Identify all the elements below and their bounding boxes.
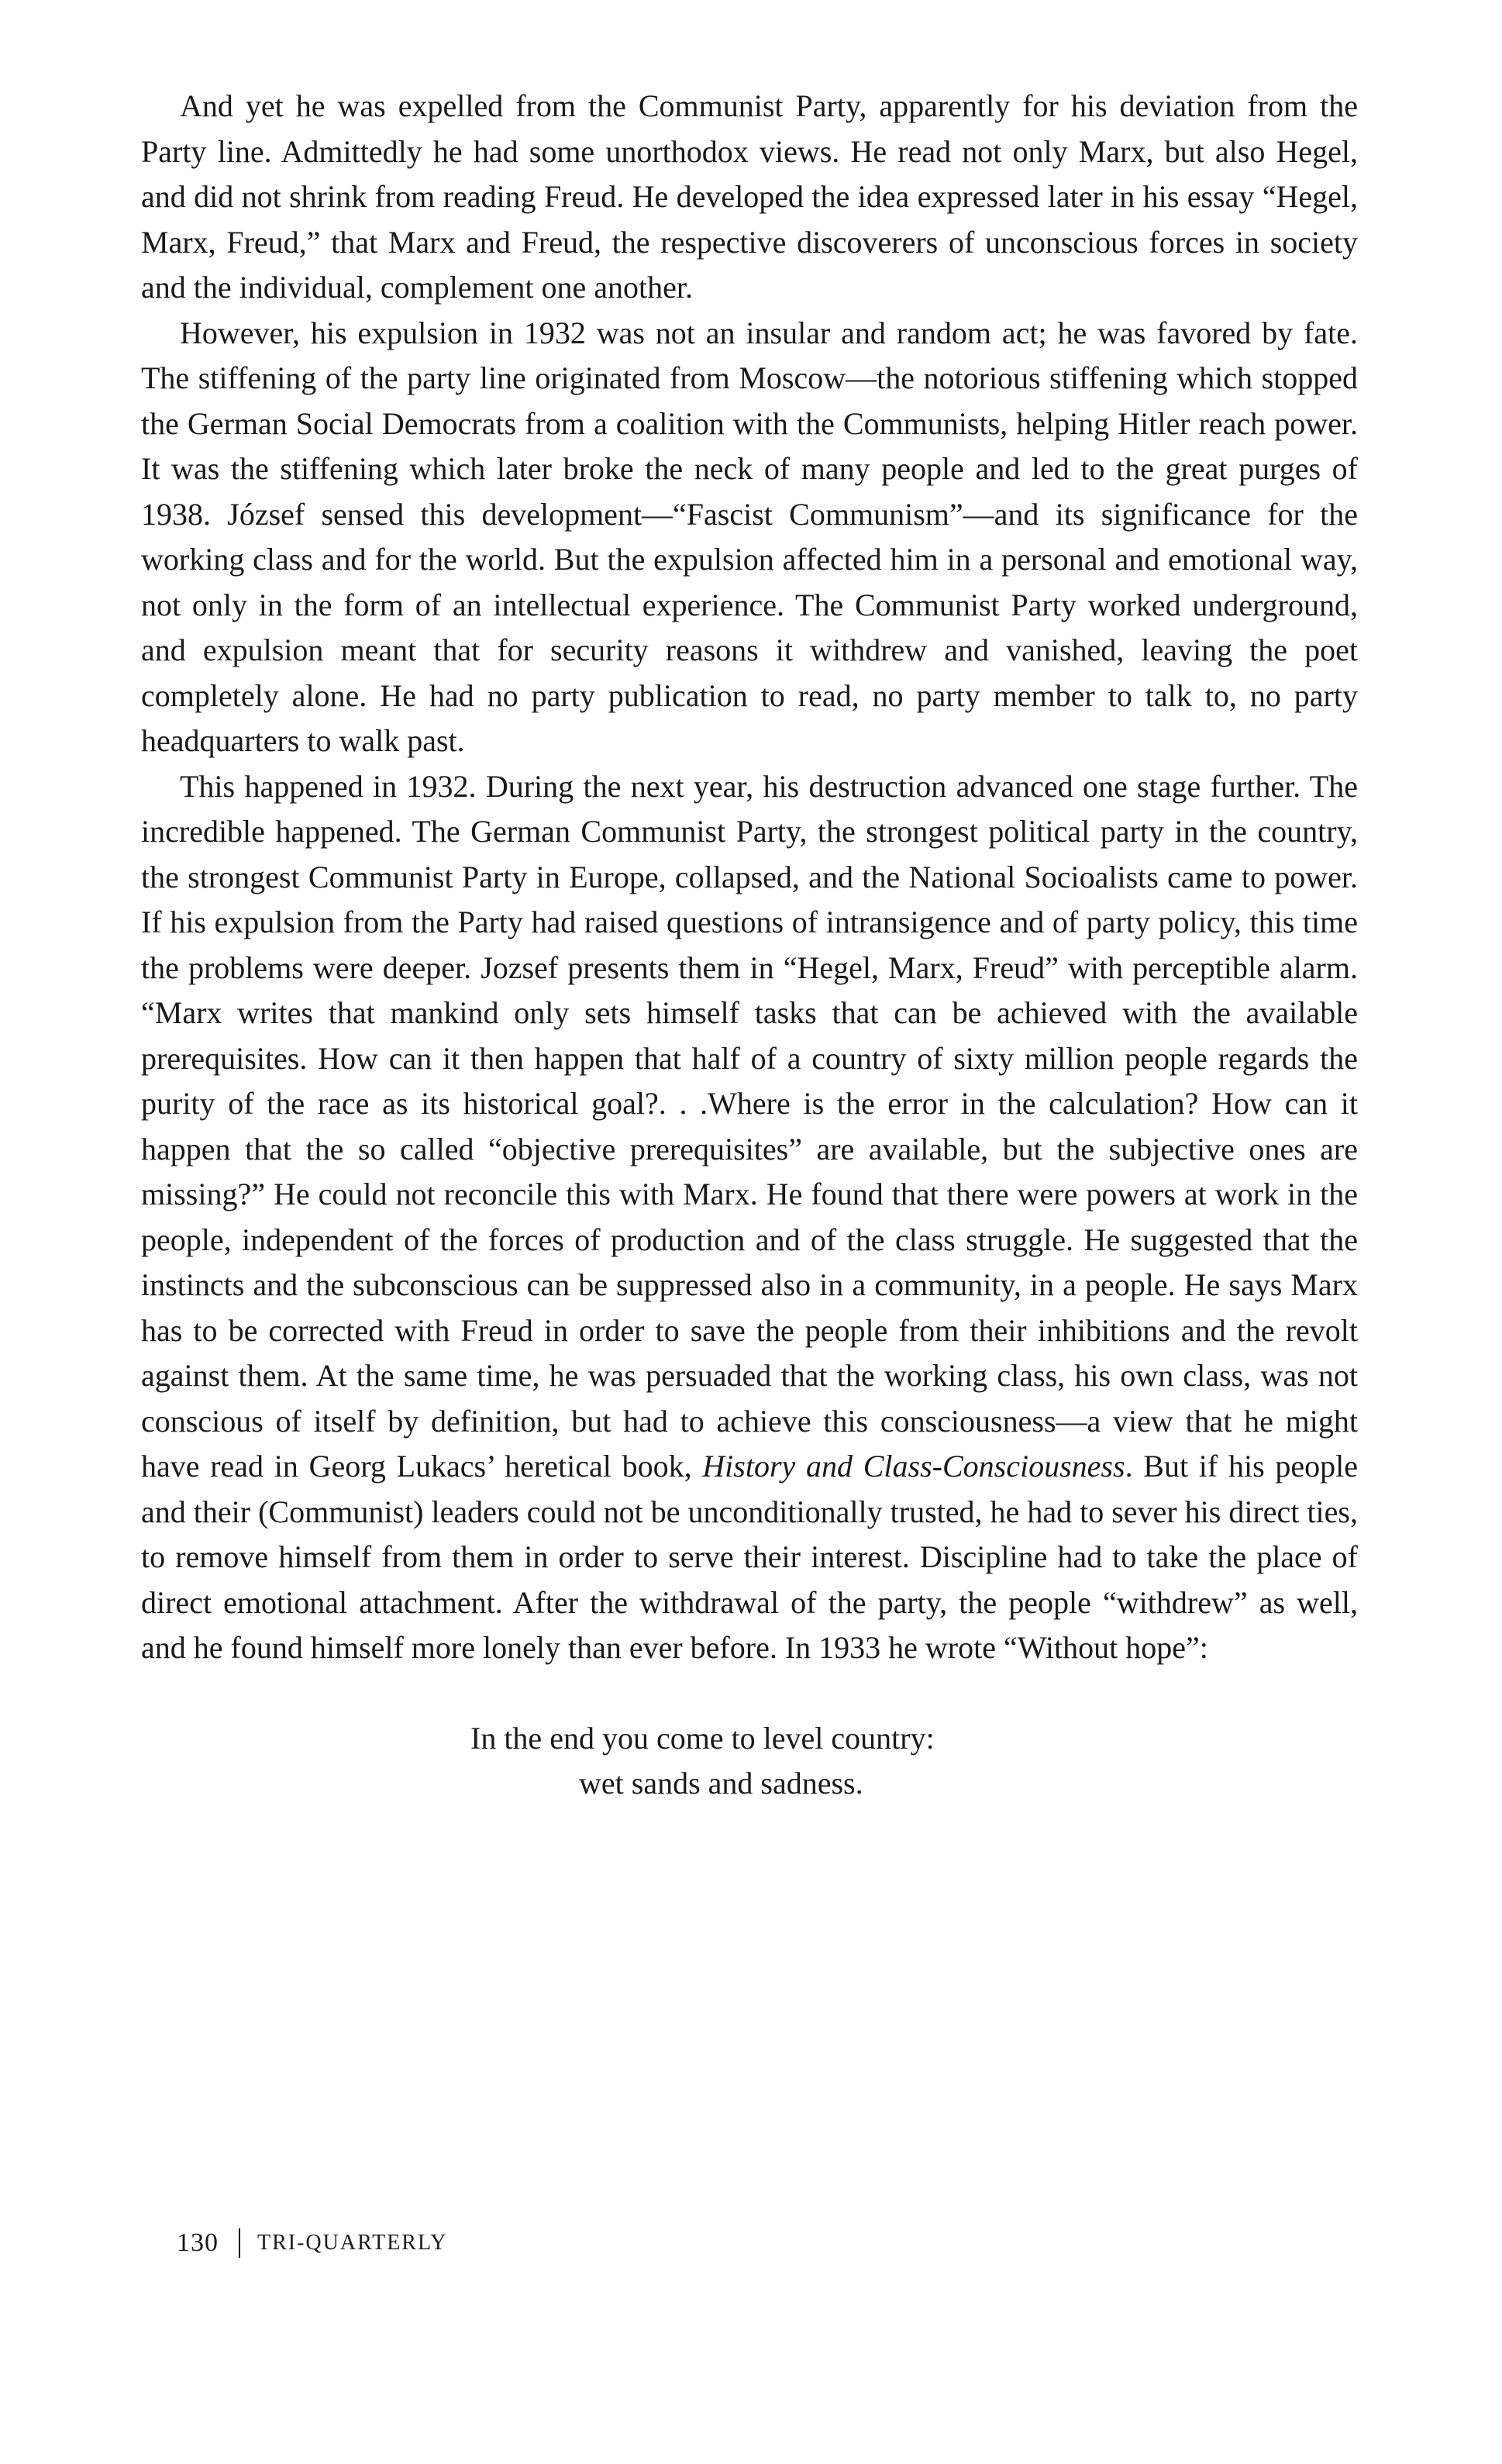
page-footer [177, 2228, 448, 2258]
poem-line-2: wet sands and sadness. [579, 1765, 863, 1801]
poem-line-1: In the end you come to level country: [470, 1720, 935, 1756]
footer-divider [239, 2228, 240, 2258]
poem-quote [470, 1716, 1358, 1806]
document-page [141, 84, 1358, 1806]
paragraph-1933 [141, 764, 1358, 1671]
paragraph-1933-text-start: This happened in 1932. During the next year, his destruction advanced one stage further. The incredible happened. The German Communist Party, the strongest political party in the country, the strongest Communist Party in Europe, collapsed, and the National Socioalists came to power. If his expulsion from the Party had raised questions of intransigence and of party policy, this time the problems were deeper. Jozsef presents them in “Hegel, Marx, Freud” with perceptible alarm. “Marx writes that mankind only sets himself tasks that can be achieved with the available prerequisites. How can it then happen that half of a country of sixty million people regards the purity of the race as its historical goal?. . .Where is the error in the calculation? How can it happen that the so called “objective prerequisites” are available, but the subjective ones are missing?” He could not reconcile this with Marx. He found that there were powers at work in the people, independent of the forces of production and of the class struggle. He suggested that the instincts and the subconscious can be suppressed also in a community, in a people. He says Marx has to be corrected with Freud in order to save the people from their inhibitions and the revolt against them. At the same time, he was persuaded that the working class, his own class, was not conscious of itself by definition, but had to achieve this consciousness—a view that he might have read in Georg Lukacs’ heretical book, [141, 768, 1358, 1484]
page-number: 130 [177, 2228, 219, 2257]
paragraph-expulsion: And yet he was expelled from the Communist Party, apparently for his deviation from the Party line. Admittedly he had some unorthodox views. He read not only Marx, but also Hegel, and did not shrink from reading Freud. He developed the idea expressed later in his essay “Hegel, Marx, Freud,” that Marx and Freud, the respective discoverers of unconscious forces in society and the individual, complement one another. [141, 88, 1358, 305]
paragraph-party-line: However, his expulsion in 1932 was not an insular and random act; he was favored by fate. The stiffening of the party line originated from Moscow—the notorious stiffening which stopped the German Social Democrats from a coalition with the Communists, helping Hitler reach power. It was the stiffening which later broke the neck of many people and led to the great purges of 1938. József sensed this development—“Fascist Communism”—and its significance for the working class and for the world. But the expulsion affected him in a personal and emotional way, not only in the form of an intellectual experience. The Communist Party worked underground, and expulsion meant that for security reasons it withdrew and vanished, leaving the poet completely alone. He had no party publication to read, no party member to talk to, no party headquarters to walk past. [141, 315, 1358, 758]
book-title: History and Class-Consciousness [702, 1449, 1125, 1484]
journal-name: TRI-QUARTERLY [257, 2231, 448, 2255]
paragraph-1933-text-end: . But if his people and their (Communist) leaders could not be unconditionally trusted, he had to sever his direct ties, to remove himself from them in order to serve their interest. Discipline had to take the place of direct emotional attachment. After the withdrawal of the party, the people “withdrew” as well, and he found himself more lonely than ever before. In 1933 he wrote “Without hope”: [141, 1449, 1358, 1665]
